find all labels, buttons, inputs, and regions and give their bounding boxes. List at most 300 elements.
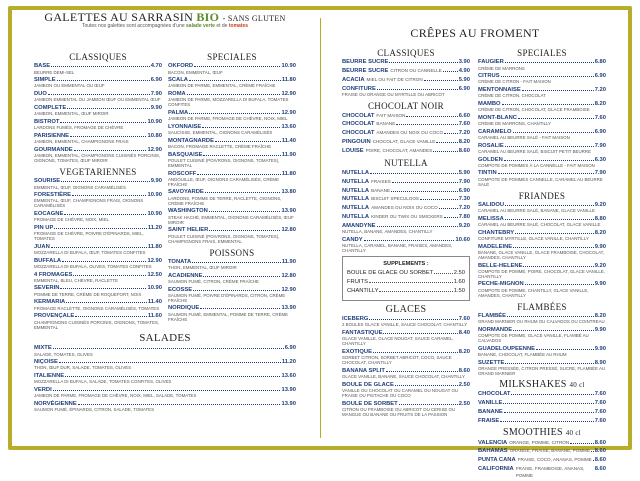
item-name: PROVENÇALE [34,313,75,320]
item-name: SOURISE [34,178,61,185]
item-price: 8.60 [594,457,606,464]
leader-dots [202,127,280,128]
item-name: CHOCOLAT [478,391,511,398]
item-description: SAUMON FUMÉ, EMMENTAL, POMME DE TERRE, CRÈME FRAÎCHE [168,311,289,322]
menu-item [34,387,296,398]
item-description: JAMBON EMMENTAL OU JAMBON ŒUF OU EMMENTAL ŒUF [34,97,161,103]
menu-item [34,345,296,356]
item-price: 11.90 [281,151,296,158]
item-description: SAUMON FUMÉ, CITRON, CRÈME FRAÎCHE [168,278,259,284]
menu-item [168,189,296,205]
menu-item [34,225,162,241]
item-name: WASHINGTON [168,208,208,215]
item-name: FAUGIER [478,59,504,66]
item-name: KERMARIA [34,299,66,306]
item-name: NUTELLA [342,205,370,212]
menu-item [478,170,606,186]
item-inline-desc: BANANE [376,121,396,127]
leader-dots [70,136,146,137]
item-name: EXOTIQUE [342,348,372,355]
item-price: 8.60 [594,466,606,473]
item-description: EMMENTAL, BLEU, CHÈVRE, RACLETTE [34,277,119,283]
leader-dots [505,205,594,206]
menu-item-row [342,68,470,74]
item-price: 7.60 [594,391,606,398]
item-name: TONATA [168,258,192,265]
bio-label: BIO [196,10,220,24]
item-description: COMPOTE DE POMMES CANNELLE, CARAMEL AU BEURRE SALÉ [478,176,603,187]
leader-dots [194,66,280,67]
item-description: FROMAGE RACLETTE, OIGNONS CARAMÉLISÉS, TOMATES [34,305,160,311]
item-name: BISTROT [34,118,60,125]
item-price: 6.30 [594,156,606,163]
item-price: 12.90 [281,286,296,293]
item-price: 13.60 [281,123,296,130]
leader-dots [511,394,593,395]
milkshakes-title: MILKSHAKES 40 cl [499,379,585,391]
item-price: 13.90 [281,386,296,393]
item-price: 13.60 [281,373,296,380]
menu-item [478,327,606,343]
menu-item-row [342,59,470,65]
menu-item [342,349,470,365]
item-price: 7.30 [458,196,470,203]
item-price: 8.80 [594,215,606,222]
crepes-right-column [478,50,606,481]
menu-item [342,130,470,136]
menu-item-row [478,440,606,446]
leader-dots [197,174,280,175]
menu-item [34,285,162,296]
leader-dots [73,275,146,276]
supplements-box [342,256,470,301]
leader-dots [209,211,281,212]
leader-dots [377,89,458,90]
leader-dots [189,80,281,81]
menu-item-row [342,170,470,176]
item-name: BEURRE SUCRE [342,59,389,66]
item-name: VANILLE [478,400,503,407]
menu-item-row [342,205,470,211]
item-price: 6.90 [284,345,296,352]
item-price: 10.90 [281,63,296,70]
item-inline-desc: CITRON OU CANNELLE [390,68,442,74]
menu-item [168,110,296,121]
item-name: ACACIA [342,77,365,84]
item-name: NIÇOISE [34,359,58,366]
menu-item [478,448,606,454]
item-description: GLACE VANILLE, GLACE NOUGAT, SAUCE CARAMEL, CHANTILLY [342,336,454,347]
item-name: GOLDEN [478,156,503,163]
item-price: 12.90 [281,109,296,116]
item-price: 8.60 [458,367,470,374]
item-name: CHOCOLAT [342,130,375,137]
menu-item [34,77,162,88]
menu-item-row [478,391,606,397]
leader-dots [392,182,458,183]
item-price: 12.90 [147,257,162,264]
menu-item [342,223,470,234]
item-name: ROSALIE [478,142,504,149]
menu-item [347,270,465,276]
menu-item [478,73,606,84]
salades-list [34,345,296,412]
item-price: 6.90 [594,73,606,80]
item-name: EOCAGNE [34,211,64,218]
item-price: 7.90 [458,178,470,185]
leader-dots [399,404,458,405]
menu-item [478,400,606,406]
item-name: JUAN [34,243,50,250]
item-description: CARAMEL AU BEURRE SALÉ, CHOCOLAT, GLACE VANILLE [478,222,601,228]
item-description: EMMENTAL, ŒUF, CHAMPIGNONS FRAIS, OIGNONS CARAMÉLISÉS [34,198,144,209]
item-description: BANANE, GLACE VANILLE, GLACE FRAMBOISE, CHOCOLAT, AMANDES, CHANTILLY [478,249,604,260]
item-description: JAMBON, EMMENTAL, CHAMPIGNONS CUISINÉS PORCINIS, OIGNONS, TOMATES, ŒUF MIROIR [34,152,161,163]
leader-dots [391,191,458,192]
item-name: MELISSA [478,215,504,222]
menu-item [478,101,606,112]
leader-dots [443,71,458,72]
item-price: 9.90 [594,281,606,288]
menu-item-row [478,466,606,479]
leader-dots [53,390,281,391]
leader-dots [383,333,457,334]
item-name: ICEBERG [342,316,369,323]
item-inline-desc: AMANDES OU NOIX OU COCO [371,205,438,211]
item-name: ACADIENNE [168,272,203,279]
item-price: 9.20 [594,202,606,209]
item-price: 2.50 [458,400,470,407]
item-price: 7.60 [594,418,606,424]
item-description: LARDONS, POMME DE TERRE, RACLETTE, OIGNONS, CRÈME FRAÎCHE [168,195,282,206]
leader-dots [61,181,150,182]
menu-item-row [347,279,465,285]
item-description: MOZZARELLA DI BUFALA, SALADE, TOMATES CONFITES, OLIVES [34,379,172,385]
menu-item-row [342,77,470,83]
item-name: SIMPLE [34,77,56,84]
item-price: 8.20 [594,100,606,107]
poissons-title: POISSONS [209,247,255,258]
menu-item [478,115,606,126]
item-description: LARDONS FUMÉS, FROMAGE DE CHÈVRE [34,125,124,131]
friandes-title: FRIANDES [518,190,566,201]
item-name: CANDY [342,236,363,243]
menu-item [168,305,296,321]
item-price: 7.60 [594,114,606,121]
menu-item [342,196,470,202]
item-description: CARAMEL AU BEURRE SALÉ, BISCUIT PETIT BEURRE [478,148,591,154]
item-price: 8.90 [594,359,606,366]
item-inline-desc: FAIT MAISON [376,112,406,118]
menu-item [478,230,606,241]
leader-dots [502,104,594,105]
item-price: 3.90 [458,59,470,66]
item-price: 11.40 [147,299,162,306]
item-inline-desc: AMANDES OU NOIX OU COCO [376,130,444,136]
item-name: LYONNAISE [168,123,202,130]
item-name: NORVÉGIENNE [34,400,77,407]
menu-item [342,205,470,211]
item-name: BANANA SPLIT [342,367,385,374]
flambees-list [478,313,606,376]
menu-item [342,316,470,327]
leader-dots [501,76,594,77]
menu-item [342,139,470,145]
salades-section [34,332,296,415]
item-description: ORANGE PRESSÉE, CITRON PRESSÉ, SUCRE, FLAMBÉE AU GRAND MARNIER [478,366,606,377]
leader-dots [54,228,146,229]
speciales-list [168,63,296,243]
menu-item-row [347,288,465,294]
item-name: NORMANDE [478,326,513,333]
leader-dots [420,199,458,200]
item-description: COMPOTE DE POMMES À LA CANNELLE - FAIT MAISON [478,162,595,168]
item-name: NUTELLA [342,169,370,176]
menu-item [168,171,296,187]
item-description: CRÈME DE CITRON, CHOCOLAT [478,93,546,99]
menu-item [168,208,296,224]
item-price: 9.90 [594,243,606,250]
leader-dots [389,62,457,63]
menu-item-row [342,188,470,194]
item-inline-desc: ORANGE, FRAISE, BANANE, POMME [509,448,591,454]
item-name: SALIDOU [478,202,505,209]
item-price: 7.90 [594,170,606,177]
menu-item-row [478,409,606,415]
item-description: CITRON OU FRAMBOISE OU ABRICOT OU CERISE OU MANGUE OU BANANE OU FRUITS DE LA PASSION [342,406,456,417]
leader-dots [60,288,146,289]
leader-dots [439,208,458,209]
menu-item [478,457,606,463]
item-price: 8.20 [594,313,606,320]
item-name: BOULE DE SORBET [342,400,398,407]
menu-item [168,91,296,107]
leader-dots [364,240,455,241]
item-description: CONFITURE MYRTILLE, GLACE VANILLE, CHANTILLY [478,236,589,242]
chocolat-noir-list [342,113,470,155]
menu-item [34,178,162,189]
item-name: BOULE DE GLACE [342,381,394,388]
menu-item [478,466,606,479]
menu-item-row [478,400,606,406]
item-name: SCALA [168,77,188,84]
item-description: JAMBON DE PARME, EMMENTAL, CRÈME FRAÎCHE [168,83,276,89]
leader-dots [67,108,149,109]
item-price: 12.90 [281,91,296,98]
item-description: GLACE VANILLE, BANANE, SAUCE CHOCOLAT, CHANTILLY [342,374,465,380]
leader-dots [513,132,594,133]
item-price: 1.60 [453,279,465,286]
crepes-speciales-title: SPECIALES [517,48,567,58]
item-description: FROMAGE DE CHÈVRE, NOIX, MIEL [34,217,109,223]
menu-item [478,346,606,357]
menu-item [34,359,296,370]
leader-dots [62,261,146,262]
item-name: LOUISE [342,148,364,155]
flambees-title: FLAMBÉES [517,301,567,312]
menu-item-row [342,139,470,145]
item-price: 9.90 [150,104,162,111]
item-name: SAINT HELIER [168,227,209,234]
menu-item [34,192,162,208]
leader-dots [424,80,458,81]
item-name: 4 FROMAGES [34,271,73,278]
menu-item [347,279,465,285]
leader-dots [373,352,458,353]
item-name: NUTELLA [342,187,370,194]
leader-dots [503,403,593,404]
menu-item [34,105,162,116]
item-price: 7.60 [458,316,470,323]
item-name: ROMA [168,91,186,98]
item-price: 1.50 [453,287,465,294]
item-name: ITALIENNE [34,373,65,380]
item-name: CARAMELO [478,128,512,135]
item-description: CHAMPIGNONS CUISINÉS PORCINIS, OIGNONS, TOMATES, EMMENTAL [34,319,160,330]
menu-item-row [478,457,606,463]
menu-item [34,211,162,222]
galettes-subtitle: Toutes nos galettes sont accompagnées d'une salade verte et de tomates [81,23,249,30]
leader-dots [74,150,147,151]
item-name: PALMA [168,109,189,116]
item-price: 5.90 [458,169,470,176]
menu-item [478,440,606,446]
item-description: COMPOTE DE POMME, GLACE VANILLE, FLAMBÉ AU CALVADOS [478,333,589,344]
item-name: FANTASTIQUE [342,330,383,336]
nutella-title: NUTELLA [384,158,428,169]
leader-dots [60,122,146,123]
leader-dots [436,142,457,143]
leader-dots [51,247,147,248]
menu-item [34,299,162,310]
leader-dots [518,118,594,119]
item-name: GUADELOUPEENNE [478,345,536,352]
item-name: AMANDYNE [342,223,376,230]
item-description: JAMBON OU EMMENTAL OU ŒUF [34,83,105,89]
item-description: SAUMON FUMÉ, POIVRE D'ÉPINARDS, CITRON, CRÈME FRAÎCHE [168,292,286,303]
item-description: BEURRE DEMI-SEL [34,69,75,75]
glaces-title: GLACES [385,303,427,315]
item-name: BAHAMAS [478,448,508,455]
leader-dots [369,282,453,283]
leader-dots [523,266,593,267]
item-name: ROSCOFF [168,170,197,177]
leader-dots [434,273,452,274]
menu-item [342,179,470,185]
item-name: NUTELLA [342,214,370,221]
crepes-header [330,26,620,40]
item-name: CITRUS [478,73,500,80]
item-price: 6.90 [150,77,162,84]
item-price: 10.80 [147,132,162,139]
menu-item [342,170,470,176]
item-name: COMPLETE [34,104,67,111]
item-description: SALADE, TOMATES, OLIVES [34,351,93,357]
classiques-list [34,63,162,163]
item-price: 8.60 [594,439,606,446]
item-name: CHANTILLY [347,287,379,294]
menu-item-row [342,214,470,220]
supplements-list [347,270,465,294]
menu-item [478,391,606,397]
item-description: CRÈME DE MARRONS, CHANTILLY [478,121,552,127]
item-price: 8.60 [594,448,606,455]
item-price: 7.20 [594,87,606,94]
item-description: SORBET CITRON, SORBET ABRICOT, COCO, SAUCE CHOCOLAT, CHANTILLY [342,355,452,366]
leader-dots [72,195,146,196]
vegetariennes-title: VEGETARIENNES [59,166,137,177]
leader-dots [570,443,594,444]
item-description: JAMBON DE PARME, MOZZARELLA DI BUFALA, TOMATES CONFITES [168,97,289,108]
item-price: 13.90 [281,208,296,215]
menu-item [478,216,606,227]
menu-item [168,287,296,303]
menu-item [478,409,606,415]
item-description: COMPOTE DE POMME, CHANTILLY, GLACE VANILLE, AMANDES, CHANTILLY [478,287,589,298]
item-price: 10.60 [455,236,470,243]
leader-dots [48,94,150,95]
menu-item-row [342,179,470,185]
menu-item [34,313,162,329]
item-price: 11.80 [281,170,296,177]
item-name: BEURRE SUCRE [342,68,389,75]
nutella-list [342,170,470,254]
smoothies-list [478,440,606,479]
leader-dots [395,385,458,386]
leader-dots [406,116,457,117]
item-inline-desc: KINDER OU TWIX OU SMICKERS [371,214,443,220]
supplements-title: SUPPLEMENTS : [383,260,429,267]
item-price: 13.80 [281,189,296,196]
item-inline-desc: FRAISE, COCO, ANANAS, POMME [517,457,592,463]
menu-item [34,258,162,269]
item-name: DUO [34,91,47,98]
item-description: NUTELLA, BANANE, AMANDES, CHANTILLY [342,229,433,235]
item-description: 2 BOULES GLACE VANILLE, SAUCE CHOCOLAT, CHANTILLY [342,322,468,328]
item-description: CRÈME DE CITRON, CHOCOLAT, GLACE FRAMBOISE [478,107,590,113]
item-description: BANANE, CHOCOLAT, FLAMBÉE AU RHUM [478,352,567,358]
leader-dots [193,290,280,291]
speciales-title: SPECIALES [207,52,257,62]
item-price: 11.90 [281,258,296,265]
galettes-right-column [168,54,296,324]
item-description: BACON, FROMAGE RACLETTE, CRÈME FRAÎCHE [168,144,272,150]
leader-dots [396,124,457,125]
item-price: 8.20 [594,229,606,236]
item-name: PECHE-MIGNON [478,281,524,288]
leader-dots [444,217,458,218]
leader-dots [370,173,458,174]
menu-item [168,273,296,284]
menu-item-row [478,418,606,424]
menu-item [478,202,606,213]
item-name: PARISIENNE [34,132,70,139]
item-description: CARAMEL AU BEURRE SALÉ - FAIT MAISON [478,135,570,141]
menu-item-row [342,196,470,202]
menu-item-row [347,270,465,276]
item-price: 11.80 [281,77,296,84]
item-price: 9.20 [458,223,470,230]
item-name: MONTAGNARDE [168,137,214,144]
leader-dots [498,173,594,174]
item-name: FORESTIÈRE [34,192,72,199]
item-price: 10.90 [147,211,162,218]
poissons-list [168,259,296,322]
crepes-left-column [342,50,470,419]
leader-dots [187,94,281,95]
item-price: 7.90 [594,142,606,149]
leader-dots [215,141,281,142]
